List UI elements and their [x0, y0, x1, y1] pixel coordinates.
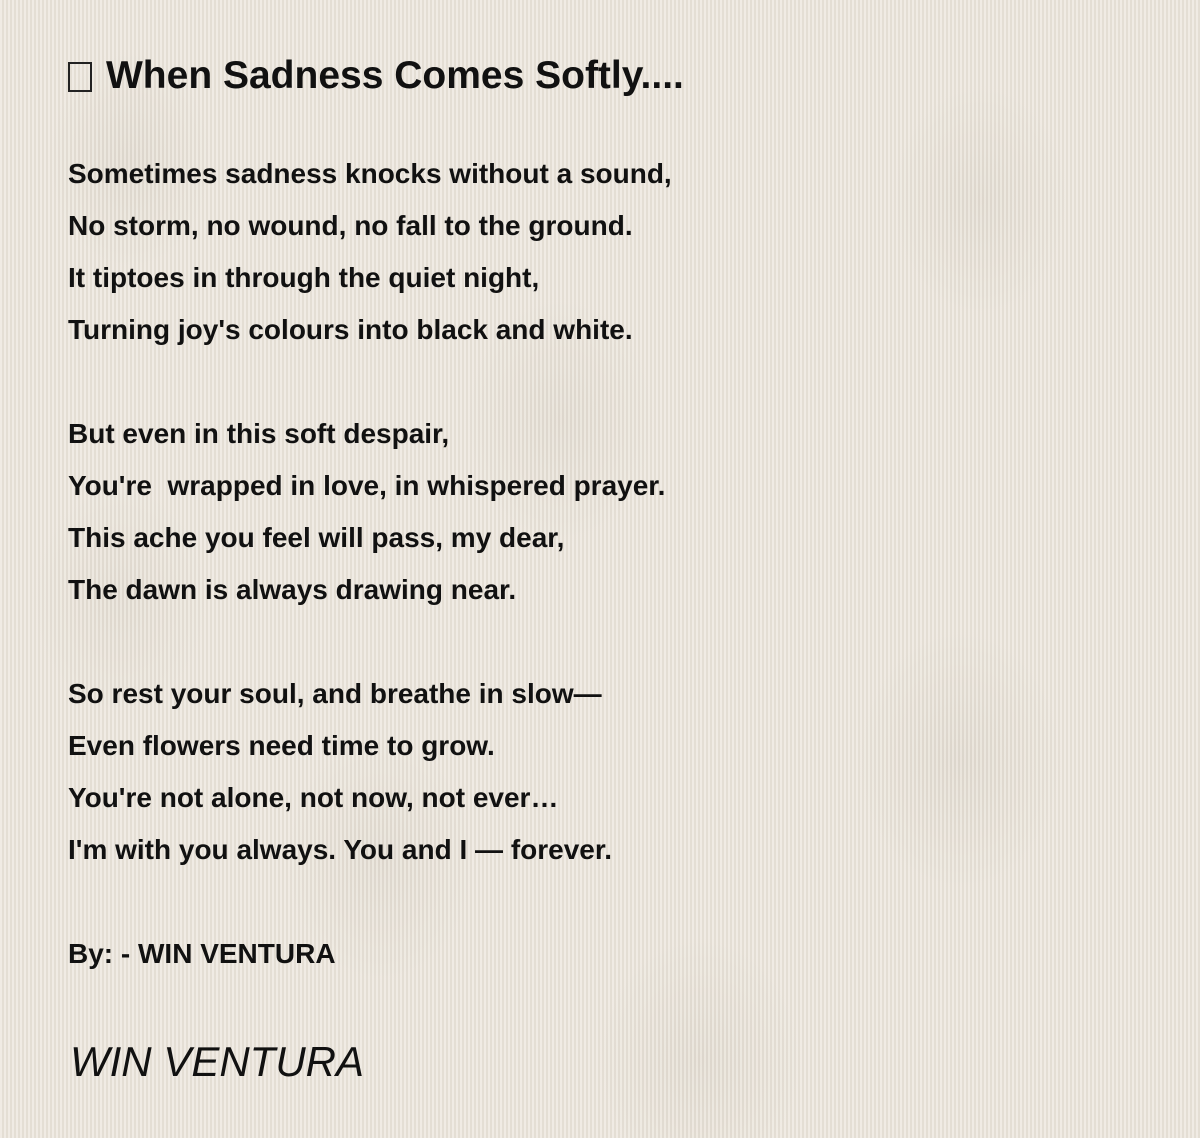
poem-line: No storm, no wound, no fall to the ground. [68, 210, 633, 241]
poem-byline: By: - WIN VENTURA [68, 938, 336, 969]
stanza-2 [68, 408, 665, 616]
poem-line: But even in this soft despair, [68, 418, 450, 449]
poem-line: So rest your soul, and breathe in slow— [68, 678, 602, 709]
missing-glyph-icon [68, 62, 92, 92]
poem-line: You're not alone, not now, not ever… [68, 782, 559, 813]
poem-line: This ache you feel will pass, my dear, [68, 522, 565, 553]
poem-line: Even flowers need time to grow. [68, 730, 495, 761]
author-name[interactable]: WIN VENTURA [70, 1038, 364, 1085]
poem-title [68, 52, 684, 100]
poem-line: The dawn is always drawing near. [68, 574, 517, 605]
poem-line: Sometimes sadness knocks without a sound, [68, 158, 672, 189]
poem-title-text: When Sadness Comes Softly.... [106, 54, 684, 97]
stanza-1 [68, 148, 672, 356]
poem-line: Turning joy's colours into black and white. [68, 314, 633, 345]
poem-line: It tiptoes in through the quiet night, [68, 262, 540, 293]
poem-line: I'm with you always. You and I — forever. [68, 834, 612, 865]
poem-line: You're wrapped in love, in whispered prayer. [68, 470, 666, 501]
stanza-3 [68, 668, 612, 876]
